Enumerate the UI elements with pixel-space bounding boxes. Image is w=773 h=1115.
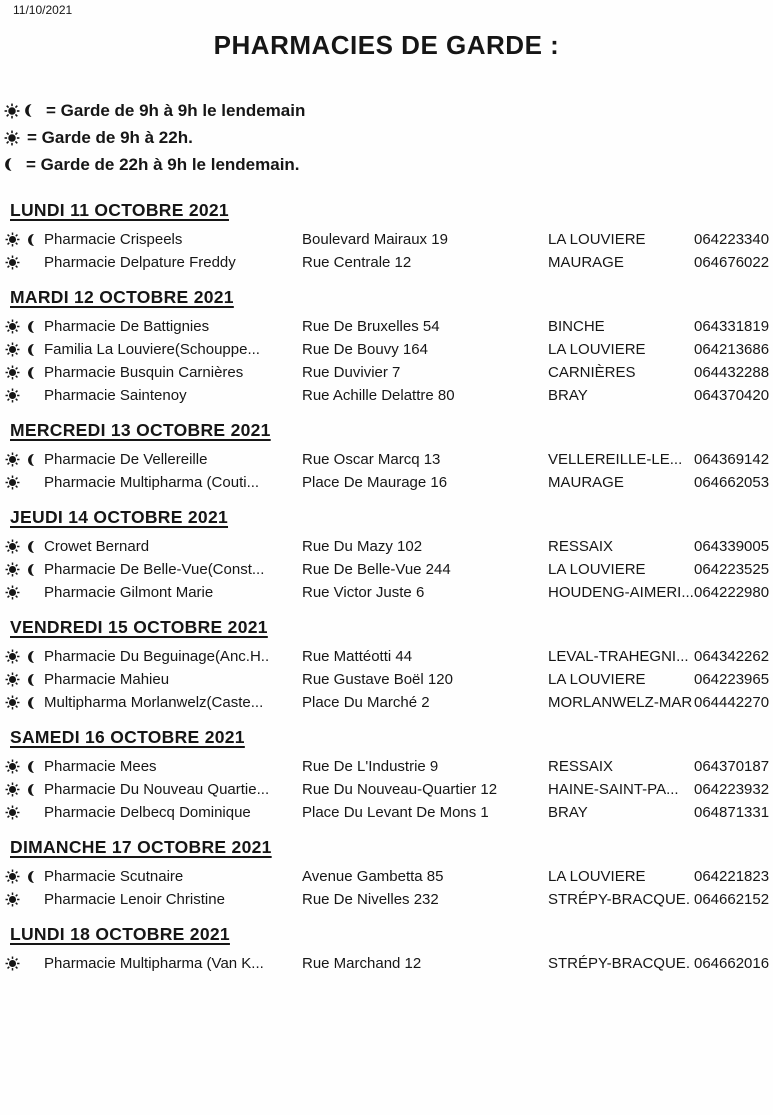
pharmacy-address: Rue Du Nouveau-Quartier 12 <box>302 781 498 798</box>
moon-icon <box>27 453 44 467</box>
pharmacy-phone: 064442270 <box>694 694 770 711</box>
pharmacy-phone: 064370420 <box>694 387 770 404</box>
legend-text: = Garde de 9h à 22h. <box>27 127 193 147</box>
moon-icon <box>27 783 44 797</box>
pharmacy-address: Place Du Marché 2 <box>302 694 430 711</box>
pharmacy-city: LA LOUVIERE <box>548 231 646 248</box>
pharmacy-name: Pharmacie Lenoir Christine <box>44 891 225 908</box>
pharmacy-city: MORLANWELZ-MAR <box>548 694 693 711</box>
listing <box>0 200 773 975</box>
legend-text: = Garde de 9h à 9h le lendemain <box>46 100 306 120</box>
pharmacy-city: LA LOUVIERE <box>548 341 646 358</box>
sun-icon <box>5 585 27 600</box>
pharmacy-address: Rue Du Mazy 102 <box>302 538 423 555</box>
pharmacy-city: CARNIÈRES <box>548 364 636 381</box>
pharmacy-city: RESSAIX <box>548 758 614 775</box>
pharmacy-name: Pharmacie Busquin Carnières <box>44 364 244 381</box>
moon-icon <box>27 760 44 774</box>
pharmacy-phone: 064662053 <box>694 474 770 491</box>
pharmacy-phone: 064213686 <box>694 341 770 358</box>
pharmacy-phone: 064221823 <box>694 868 770 885</box>
moon-icon <box>27 650 44 664</box>
pharmacy-address: Rue Marchand 12 <box>302 955 422 972</box>
pharmacy-name: Pharmacie Scutnaire <box>44 868 184 885</box>
pharmacy-phone: 064222980 <box>694 584 770 601</box>
date-section <box>0 420 773 494</box>
pharmacy-row <box>5 888 770 911</box>
sun-icon <box>5 956 27 971</box>
moon-icon <box>27 320 44 334</box>
moon-icon <box>27 540 44 554</box>
pharmacy-city: STRÉPY-BRACQUE. <box>548 891 690 908</box>
pharmacy-city: RESSAIX <box>548 538 614 555</box>
date-section <box>0 924 773 975</box>
pharmacy-row <box>5 755 770 778</box>
sun-icon <box>5 388 27 403</box>
sun-icon <box>5 649 27 664</box>
pharmacy-phone: 064662152 <box>694 891 770 908</box>
pharmacy-name: Pharmacie Delpature Freddy <box>44 254 236 271</box>
pharmacy-city: BINCHE <box>548 318 605 335</box>
pharmacy-phone: 064339005 <box>694 538 770 555</box>
pharmacy-row <box>5 384 770 407</box>
pharmacy-row <box>5 448 770 471</box>
pharmacy-phone: 064369142 <box>694 451 770 468</box>
legend-line <box>2 124 773 151</box>
pharmacy-phone: 064662016 <box>694 955 770 972</box>
rows <box>0 645 773 714</box>
date-header: MARDI 12 OCTOBRE 2021 <box>10 287 234 307</box>
pharmacy-name: Pharmacie De Belle-Vue(Const... <box>44 561 265 578</box>
date-section <box>0 287 773 407</box>
pharmacy-address: Rue De Bruxelles 54 <box>302 318 440 335</box>
pharmacy-name: Crowet Bernard <box>44 538 150 555</box>
pharmacy-name: Pharmacie Du Nouveau Quartie... <box>44 781 270 798</box>
pharmacy-name: Pharmacie Mees <box>44 758 157 775</box>
doc-date: 11/10/2021 <box>13 3 73 17</box>
moon-icon <box>27 366 44 380</box>
sun-icon <box>5 255 27 270</box>
sun-icon <box>5 475 27 490</box>
moon-icon <box>27 233 44 247</box>
pharmacy-row <box>5 801 770 824</box>
pharmacy-city: BRAY <box>548 804 588 821</box>
sun-icon <box>5 672 27 687</box>
pharmacy-row <box>5 471 770 494</box>
pharmacy-phone: 064676022 <box>694 254 770 271</box>
moon-icon <box>27 696 44 710</box>
pharmacy-row <box>5 865 770 888</box>
pharmacy-name: Pharmacie Mahieu <box>44 671 170 688</box>
pharmacy-row <box>5 361 770 384</box>
pharmacy-city: LEVAL-TRAHEGNI... <box>548 648 689 665</box>
moon-icon <box>24 103 39 118</box>
pharmacy-address: Rue De Nivelles 232 <box>302 891 439 908</box>
pharmacy-address: Rue Duvivier 7 <box>302 364 401 381</box>
pharmacy-phone: 064331819 <box>694 318 770 335</box>
date-header: MERCREDI 13 OCTOBRE 2021 <box>10 420 271 440</box>
sun-icon <box>5 562 27 577</box>
pharmacy-address: Rue Victor Juste 6 <box>302 584 425 601</box>
pharmacy-address: Place De Maurage 16 <box>302 474 448 491</box>
pharmacy-phone: 064223932 <box>694 781 770 798</box>
pharmacy-phone: 064223340 <box>694 231 770 248</box>
pharmacy-name: Familia La Louviere(Schouppe... <box>44 341 260 358</box>
pharmacy-name: Pharmacie De Vellereille <box>44 451 208 468</box>
pharmacy-address: Rue Achille Delattre 80 <box>302 387 455 404</box>
pharmacy-row <box>5 315 770 338</box>
sun-icon <box>5 805 27 820</box>
date-header: LUNDI 18 OCTOBRE 2021 <box>10 924 230 944</box>
date-header: JEUDI 14 OCTOBRE 2021 <box>10 507 229 527</box>
date-section <box>0 200 773 274</box>
pharmacy-row <box>5 338 770 361</box>
pharmacy-city: MAURAGE <box>548 254 624 271</box>
pharmacy-row <box>5 251 770 274</box>
pharmacy-address: Rue De Bouvy 164 <box>302 341 428 358</box>
pharmacy-address: Rue De L'Industrie 9 <box>302 758 439 775</box>
legend-line <box>2 97 773 124</box>
sun-icon <box>5 319 27 334</box>
sun-icon <box>5 869 27 884</box>
pharmacy-row <box>5 645 770 668</box>
date-header: SAMEDI 16 OCTOBRE 2021 <box>10 727 245 747</box>
sun-icon <box>5 452 27 467</box>
pharmacy-address: Boulevard Mairaux 19 <box>302 231 448 248</box>
pharmacy-row <box>5 691 770 714</box>
date-section <box>0 507 773 604</box>
rows <box>0 535 773 604</box>
legend <box>2 97 773 178</box>
sun-icon <box>5 365 27 380</box>
pharmacy-city: LA LOUVIERE <box>548 868 646 885</box>
pharmacy-name: Pharmacie De Battignies <box>44 318 210 335</box>
pharmacy-address: Rue Mattéotti 44 <box>302 648 413 665</box>
pharmacy-phone: 064432288 <box>694 364 770 381</box>
pharmacy-row <box>5 581 770 604</box>
pharmacy-phone: 064223525 <box>694 561 770 578</box>
pharmacy-row <box>5 668 770 691</box>
pharmacy-phone: 064370187 <box>694 758 770 775</box>
pharmacy-city: VELLEREILLE-LE... <box>548 451 683 468</box>
pharmacy-name: Pharmacie Multipharma (Van K... <box>44 955 264 972</box>
sun-icon <box>5 892 27 907</box>
rows <box>0 228 773 274</box>
pharmacy-name: Pharmacie Crispeels <box>44 231 183 248</box>
sun-icon <box>5 232 27 247</box>
date-header: DIMANCHE 17 OCTOBRE 2021 <box>10 837 272 857</box>
date-section <box>0 617 773 714</box>
pharmacy-name: Multipharma Morlanwelz(Caste... <box>44 694 264 711</box>
pharmacy-address: Avenue Gambetta 85 <box>302 868 444 885</box>
moon-icon <box>27 563 44 577</box>
rows <box>0 755 773 824</box>
date-header: LUNDI 11 OCTOBRE 2021 <box>10 200 229 220</box>
pharmacy-city: LA LOUVIERE <box>548 561 646 578</box>
sun-icon <box>5 759 27 774</box>
page-header <box>0 0 773 61</box>
moon-icon <box>27 673 44 687</box>
moon-icon <box>27 870 44 884</box>
pharmacy-city: HAINE-SAINT-PA... <box>548 781 679 798</box>
pharmacy-address: Rue Oscar Marcq 13 <box>302 451 441 468</box>
pharmacy-row <box>5 778 770 801</box>
pharmacy-row <box>5 228 770 251</box>
pharmacy-name: Pharmacie Multipharma (Couti... <box>44 474 260 491</box>
pharmacy-city: MAURAGE <box>548 474 624 491</box>
sun-icon <box>5 782 27 797</box>
rows <box>0 865 773 911</box>
sun-icon <box>4 130 20 146</box>
sun-icon <box>4 103 20 119</box>
pharmacy-row <box>5 558 770 581</box>
pharmacy-address: Rue Gustave Boël 120 <box>302 671 453 688</box>
rows <box>0 952 773 975</box>
pharmacy-address: Rue Centrale 12 <box>302 254 412 271</box>
pharmacy-row <box>5 535 770 558</box>
pharmacy-name: Pharmacie Saintenoy <box>44 387 187 404</box>
pharmacy-city: HOUDENG-AIMERI... <box>548 584 694 601</box>
rows <box>0 448 773 494</box>
pharmacy-name: Pharmacie Delbecq Dominique <box>44 804 251 821</box>
sun-icon <box>5 539 27 554</box>
pharmacy-city: BRAY <box>548 387 588 404</box>
pharmacy-city: LA LOUVIERE <box>548 671 646 688</box>
pharmacy-phone: 064342262 <box>694 648 770 665</box>
date-header: VENDREDI 15 OCTOBRE 2021 <box>10 617 268 637</box>
sun-icon <box>5 342 27 357</box>
legend-line <box>2 151 773 178</box>
date-section <box>0 837 773 911</box>
date-section <box>0 727 773 824</box>
page-title: PHARMACIES DE GARDE : <box>213 30 560 60</box>
pharmacy-phone: 064223965 <box>694 671 770 688</box>
pharmacy-address: Rue De Belle-Vue 244 <box>302 561 451 578</box>
pharmacy-city: STRÉPY-BRACQUE. <box>548 955 690 972</box>
pharmacy-name: Pharmacie Du Beguinage(Anc.H.. <box>44 648 270 665</box>
moon-icon <box>4 157 19 172</box>
pharmacy-address: Place Du Levant De Mons 1 <box>302 804 489 821</box>
rows <box>0 315 773 407</box>
pharmacy-phone: 064871331 <box>694 804 770 821</box>
pharmacy-name: Pharmacie Gilmont Marie <box>44 584 214 601</box>
legend-text: = Garde de 22h à 9h le lendemain. <box>26 154 300 174</box>
sun-icon <box>5 695 27 710</box>
moon-icon <box>27 343 44 357</box>
pharmacy-row <box>5 952 770 975</box>
